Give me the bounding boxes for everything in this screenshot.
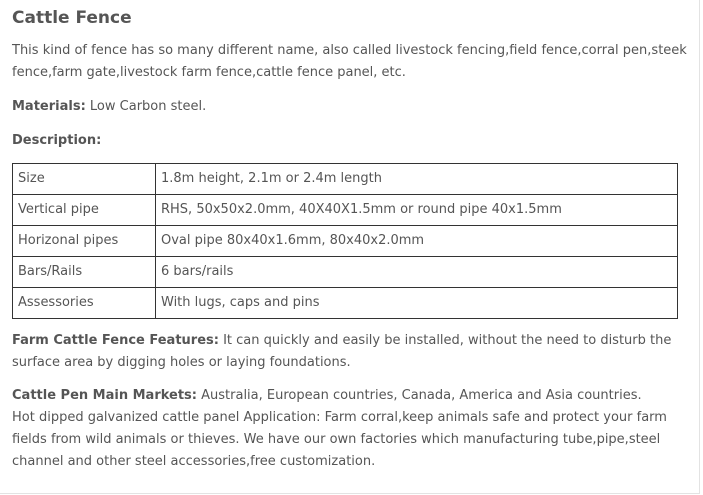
markets-value: Australia, European countries, Canada, America and Asia countries. — [197, 388, 642, 403]
spec-value: 6 bars/rails — [156, 257, 678, 288]
spec-label: Bars/Rails — [13, 257, 156, 288]
product-description — [12, 7, 694, 473]
features-label: Farm Cattle Fence Features: — [12, 333, 219, 348]
materials-value: Low Carbon steel. — [85, 99, 207, 114]
spec-value: Oval pipe 80x40x1.6mm, 80x40x2.0mm — [156, 226, 678, 257]
materials-line — [12, 96, 694, 118]
markets-label: Cattle Pen Main Markets: — [12, 388, 197, 403]
spec-label: Horizonal pipes — [13, 226, 156, 257]
description-heading — [12, 130, 694, 152]
table-row — [13, 195, 678, 226]
table-row — [13, 164, 678, 195]
spec-value: With lugs, caps and pins — [156, 288, 678, 319]
intro-paragraph: This kind of fence has so many different name, also called livestock fencing,field fence,corral pen,steek fence,farm gate,livestock farm fence,cattle fence panel, etc. — [12, 43, 687, 80]
spec-value: 1.8m height, 2.1m or 2.4m length — [156, 164, 678, 195]
markets-paragraph — [12, 385, 694, 407]
spec-label: Vertical pipe — [13, 195, 156, 226]
features-value: It can quickly and easily be installed, without the need to disturb the surface area by digging holes or laying foundations. — [12, 333, 672, 370]
description-label: Description: — [12, 133, 102, 148]
features-paragraph — [12, 330, 694, 374]
application-paragraph: Hot dipped galvanized cattle panel Application: Farm corral,keep animals safe and protect your farm fields from wild animals or thieves. We have our own factories which manufacturing tube,pipe,steel channel and other steel accessories,free customization. — [12, 410, 667, 469]
table-row — [13, 257, 678, 288]
spec-label: Size — [13, 164, 156, 195]
spec-value: RHS, 50x50x2.0mm, 40X40X1.5mm or round pipe 40x1.5mm — [156, 195, 678, 226]
table-row — [13, 226, 678, 257]
spec-label: Assessories — [13, 288, 156, 319]
materials-label: Materials: — [12, 99, 86, 114]
page-title: Cattle Fence — [12, 8, 132, 28]
spec-table — [12, 163, 678, 319]
table-row — [13, 288, 678, 319]
